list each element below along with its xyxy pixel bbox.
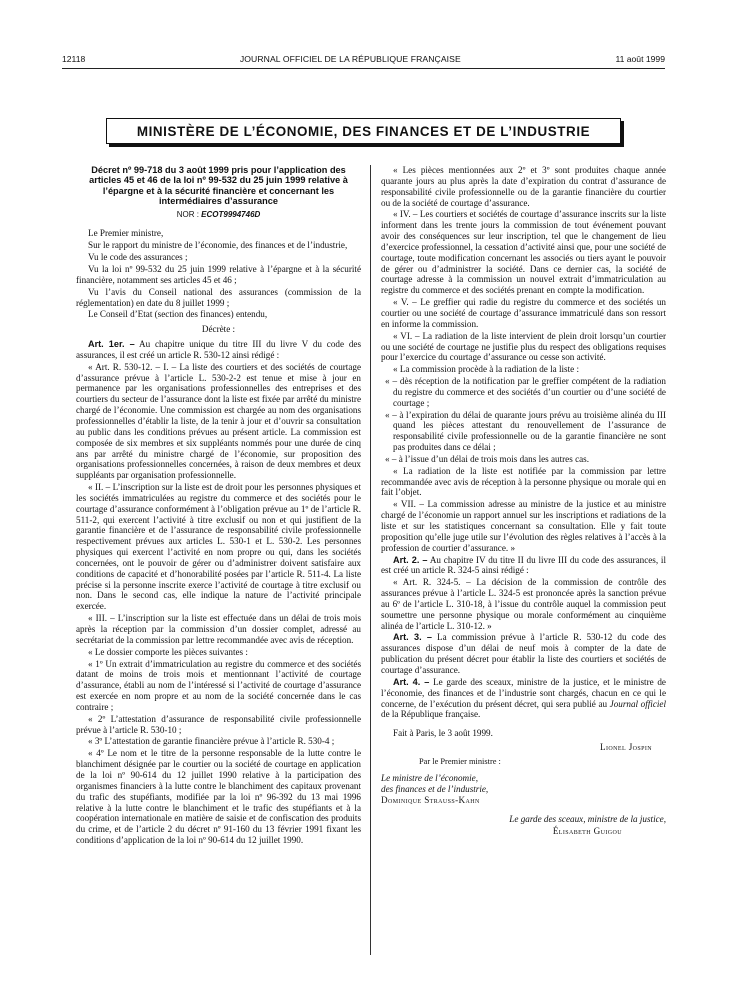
- minister-title: [381, 773, 666, 795]
- paragraph: « La commission procède à la radiation de la liste :: [393, 364, 579, 375]
- par-le-premier-ministre: Par le Premier ministre :: [419, 756, 501, 766]
- minister-title-line-1: Le ministre de l’économie,: [381, 772, 478, 783]
- list-item: « – dès réception de la notification par le greffier compétent de la radiation du registre du commerce et des sociétés d’un courtier ou d’une société de courtage ;: [385, 376, 666, 408]
- paragraph: Vu le code des assurances ;: [88, 252, 188, 263]
- minister-title-line-2: des finances et de l’industrie,: [381, 783, 489, 794]
- article-4-label: Art. 4. –: [393, 676, 430, 687]
- paragraph: « Les pièces mentionnées aux 2º et 3º sont produites chaque année quarante jours au plus après la date d’expiration du contrat d’assurance de responsabilité civile professionnelle ou de la garantie financière du courtier ou de la société de courtage d’assurance.: [381, 165, 666, 208]
- paragraph: « V. – Le greffier qui radie du registre du commerce et des sociétés un courtier ou une société de courtage d’assurance immatriculé dans son ressort en informe la commission.: [381, 297, 666, 329]
- article-4-text-end: de la République française.: [381, 709, 481, 720]
- paragraph: « VI. – La radiation de la liste intervient de plein droit lorsqu’un courtier ou une société de courtage ne justifie plus du respect des obligations requises pour l’exercice du courtage d’assurance ou cesse son activité.: [381, 330, 666, 363]
- article-1-text: Au chapitre unique du titre III du livre V du code des assurances, il est créé un article R. 530-12 ainsi rédigé :: [76, 339, 362, 360]
- right-column: [381, 165, 666, 838]
- paragraph: « 2º L’attestation d’assurance de responsabilité civile professionnelle prévue à l’article R. 530-10 ;: [76, 713, 361, 735]
- paragraph: Vu la loi nº 99-532 du 25 juin 1999 relative à l’épargne et à la sécurité financière, notamment ses articles 45 et 46 ;: [76, 264, 361, 285]
- article-3: [381, 632, 666, 675]
- paragraph: Le Premier ministre,: [88, 228, 164, 239]
- paragraph: « Art. R. 324-5. – La décision de la commission de contrôle des assurances prévue à l’article L. 324-5 est prononcée après la sanction prévue au 6º de l’article L. 310-18, à l’issue du contrôle auquel la commission peut soumettre une personne physique ou morale conformément au cinquième alinéa de l’article L. 310-12. »: [381, 577, 666, 631]
- page-number: 12118: [62, 54, 86, 64]
- column-divider: [370, 165, 371, 955]
- ministry-heading: [106, 118, 621, 144]
- article-4: [381, 677, 666, 720]
- issue-date: 11 août 1999: [615, 54, 665, 64]
- article-2-label: Art. 2. –: [393, 554, 428, 565]
- paragraph: « III. – L’inscription sur la liste est effectuée dans un délai de trois mois après la réception par la commission d’un dossier complet, adressé au secrétariat de la commission par lettre recommandée avec avis de réception.: [76, 613, 361, 645]
- article-1: [76, 339, 361, 361]
- paragraph: « 3º L’attestation de garantie financière prévue à l’article R. 530-4 ;: [88, 736, 335, 747]
- list-item: « – à l’issue d’un délai de trois mois dans les autres cas.: [385, 453, 589, 464]
- article-3-text: La commission prévue à l’article R. 530-12 du code des assurances dispose d’un délai de neuf mois à compter de la date de publication du présent décret pour établir la liste des courtiers et sociétés de courtage d’assurance.: [381, 632, 666, 675]
- article-3-label: Art. 3. –: [393, 632, 432, 643]
- page-header: [62, 54, 665, 69]
- garde-des-sceaux-title: [381, 814, 666, 825]
- paragraph: « 1º Un extrait d’immatriculation au registre du commerce et des sociétés datant de moins de trois mois et mentionnant l’activité de courtage d’assurance, établi au nom de l’intéressé si l’activité de courtage d’assurance est exercée en nom propre et au nom de la société concernée dans le cas contraire ;: [76, 658, 361, 712]
- paragraph: « Le dossier comporte les pièces suivantes :: [88, 646, 248, 657]
- ministry-title: MINISTÈRE DE L’ÉCONOMIE, DES FINANCES ET DE L’INDUSTRIE: [136, 123, 591, 139]
- paragraph: Vu l’avis du Conseil national des assurances (commission de la réglementation) en date du 8 juillet 1999 ;: [76, 286, 361, 308]
- journal-title: JOURNAL OFFICIEL DE LA RÉPUBLIQUE FRANÇAISE: [239, 54, 461, 64]
- garde-title-text: Le garde des sceaux, ministre de la justice,: [509, 814, 666, 825]
- decrete-heading: Décrète :: [201, 324, 236, 335]
- paragraph: « II. – L’inscription sur la liste est de droit pour les personnes physiques et les sociétés immatriculées au registre du commerce et des sociétés pour le courtage d’assurance conformément à l’obligation prévue au 1º de l’article R. 511-2, qui exercent l’activité à titre exclusif ou non et qui justifient de la garantie financière et de l’assurance de responsabilité civile professionnelle respectivement prévues aux articles L. 530-1 et L. 530-2. Les personnes physiques qui exercent l’activité en nom propre ou qui, dans les sociétés concernées, ont le pouvoir de gérer ou d’administrer doivent satisfaire aux conditions de capacité et d’honorabilité posées par l’article R. 511-4. La liste précise si la personne inscrite exerce l’activité de courtage à titre exclusif ou non. Dans le second cas, elle indique la nature de l’activité principale exercée.: [76, 482, 361, 612]
- nor-value: ECOT9994746D: [201, 209, 261, 219]
- article-2-text: Au chapitre IV du titre II du livre III du code des assurances, il est créé un article R. 324-5 ainsi rédigé :: [381, 554, 666, 576]
- article-2: [381, 555, 666, 577]
- paragraph: « IV. – Les courtiers et sociétés de courtage d’assurance inscrits sur la liste informent dans les trente jours la commission de tout événement pouvant avoir des conséquences sur leur inscription, tel que le changement de lieu d’exercice professionnel, la cessation d’activité ainsi que, pour une société de courtage, toute modification concernant les associés ou tiers ayant le pouvoir de gérer ou d’administrer la société. Dans ce dernier cas, la société de courtage adresse à la commission un nouvel extrait d’immatriculation au registre du commerce et des sociétés prenant en compte la modification.: [381, 209, 666, 296]
- fait-a-paris: Fait à Paris, le 3 août 1999.: [393, 728, 493, 739]
- signature-premier-ministre: Lionel Jospin: [600, 742, 652, 753]
- minister-name: Dominique Strauss-Kahn: [381, 795, 480, 806]
- journal-officiel-italic: Journal officiel: [609, 698, 666, 709]
- article-1-label: Art. 1er. –: [88, 339, 135, 350]
- nor-reference: [76, 210, 361, 221]
- left-column: [76, 165, 361, 847]
- garde-des-sceaux-name: Élisabeth Guigou: [552, 826, 622, 837]
- paragraph: Sur le rapport du ministre de l’économie, des finances et de l’industrie,: [88, 240, 348, 251]
- article-4-text: Le garde des sceaux, ministre de la justice, et le ministre de l’économie, des finances et de l’industrie sont chargés, chacun en ce qui le concerne, de l’exécution du présent décret, qui sera publié au: [381, 676, 666, 709]
- paragraph: « Art. R. 530-12. – I. – La liste des courtiers et des sociétés de courtage d’assurance prévue à l’article L. 530-2-2 est tenue et mise à jour en permanence par les organisations professionnelles des entreprises et des courtiers du secteur de l’assurance dont la liste est fixée par arrêté du ministre chargé de l’économie. Une commission est chargée au nom des organisations professionnelles d’établir la liste, de la tenir à jour et d’ouvrir sa consultation au public dans les conditions prévues au présent article. La commission est composée de six membres et six suppléants nommés pour une durée de cinq ans par arrêté du ministre chargé de l’économie, sur proposition des organisations professionnelles concernées, à raison de deux membres et deux suppléants par organisation professionnelle.: [76, 361, 361, 481]
- paragraph: « 4º Le nom et le titre de la personne responsable de la lutte contre le blanchiment désignée par le courtier ou la société de courtage en application de la loi nº 90-614 du 12 juillet 1990 relative à la participation des organismes financiers à la lutte contre le blanchiment des capitaux provenant du trafic des stupéfiants, modifiée par la loi nº 96-392 du 13 mai 1996 relative à la lutte contre le blanchiment et le trafic des stupéfiants et à la coopération internationale en matière de saisie et de confiscation des produits du crime, et de l’article 2 du décret nº 91-160 du 13 février 1991 fixant les conditions d’application de la loi nº 90-614 du 12 juillet 1990.: [76, 748, 361, 846]
- paragraph: Le Conseil d’Etat (section des finances) entendu,: [88, 309, 268, 320]
- paragraph: « La radiation de la liste est notifiée par la commission par lettre recommandée avec avis de réception à la personne physique ou morale qui en fait l’objet.: [381, 465, 666, 498]
- decree-title: Décret nº 99-718 du 3 août 1999 pris pour l’application des articles 45 et 46 de la loi nº 99-532 du 25 juin 1999 relative à l’épargne et à la sécurité financière et concernant les intermédiaires d’assurance: [89, 165, 348, 207]
- paragraph: « VII. – La commission adresse au ministre de la justice et au ministre chargé de l’économie un rapport annuel sur les inscriptions et radiations de la liste et sur les statistiques concernant sa consultation. Elle y fait toute proposition qu’elle juge utile sur l’évolution des règles relatives à l’accès à la profession de courtier d’assurance. »: [381, 499, 666, 553]
- list-item: « – à l’expiration du délai de quarante jours prévu au troisième alinéa du III quand les pièces attestant du renouvellement de l’assurance de responsabilité civile professionnelle ou de la garantie financière ne sont pas produites dans ce délai ;: [385, 409, 666, 453]
- nor-label: NOR :: [176, 209, 199, 219]
